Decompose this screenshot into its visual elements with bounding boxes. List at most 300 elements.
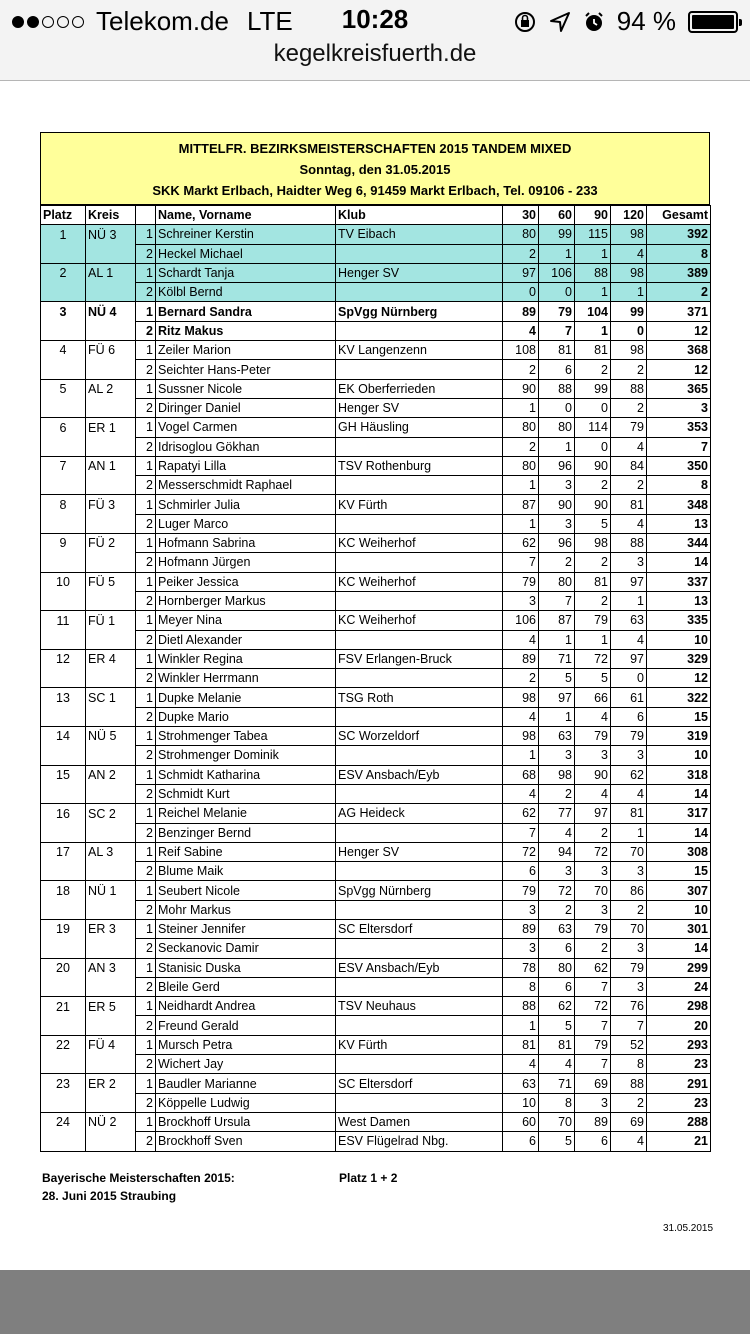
score-120-cell: 76 xyxy=(611,997,647,1016)
player-name-cell: Strohmenger Dominik xyxy=(156,746,336,765)
klub-cell: Henger SV xyxy=(336,263,503,282)
table-row xyxy=(41,611,711,630)
score-30-cell: 80 xyxy=(503,456,539,475)
results-body xyxy=(41,225,711,1151)
clock: 10:28 xyxy=(341,4,409,34)
score-30-cell: 79 xyxy=(503,881,539,900)
table-row xyxy=(41,225,711,244)
klub-cell xyxy=(336,321,503,340)
table-row xyxy=(41,881,711,900)
score-60-cell: 1 xyxy=(539,707,575,726)
total-cell: 348 xyxy=(647,495,711,514)
player-nr-cell: 1 xyxy=(136,418,156,437)
kreis-cell: FÜ 1 xyxy=(86,611,136,630)
player-nr-cell: 2 xyxy=(136,977,156,996)
score-120-cell: 3 xyxy=(611,862,647,881)
player-nr-cell: 2 xyxy=(136,1132,156,1151)
total-cell: 322 xyxy=(647,688,711,707)
score-30-cell: 10 xyxy=(503,1093,539,1112)
table-row xyxy=(41,630,711,649)
table-row xyxy=(41,1055,711,1074)
klub-cell: GH Häusling xyxy=(336,418,503,437)
score-120-cell: 2 xyxy=(611,900,647,919)
score-90-cell: 97 xyxy=(575,804,611,823)
kreis-cell: FÜ 3 xyxy=(86,495,136,514)
kreis-cell xyxy=(86,437,136,456)
total-cell: 293 xyxy=(647,1035,711,1054)
score-60-cell: 97 xyxy=(539,688,575,707)
total-cell: 288 xyxy=(647,1112,711,1131)
score-120-cell: 7 xyxy=(611,1016,647,1035)
score-30-cell: 4 xyxy=(503,1055,539,1074)
player-nr-cell: 2 xyxy=(136,746,156,765)
klub-cell xyxy=(336,669,503,688)
table-row xyxy=(41,398,711,417)
player-nr-cell: 1 xyxy=(136,263,156,282)
total-cell: 21 xyxy=(647,1132,711,1151)
table-row xyxy=(41,1035,711,1054)
platz-cell: 10 xyxy=(41,572,86,591)
table-row xyxy=(41,341,711,360)
platz-cell: 21 xyxy=(41,997,86,1016)
player-name-cell: Schardt Tanja xyxy=(156,263,336,282)
klub-cell: SpVgg Nürnberg xyxy=(336,302,503,321)
kreis-cell: AL 3 xyxy=(86,842,136,861)
score-90-cell: 5 xyxy=(575,669,611,688)
score-30-cell: 7 xyxy=(503,823,539,842)
score-60-cell: 62 xyxy=(539,997,575,1016)
score-90-cell: 70 xyxy=(575,881,611,900)
score-90-cell: 72 xyxy=(575,649,611,668)
player-nr-cell: 1 xyxy=(136,572,156,591)
klub-cell xyxy=(336,746,503,765)
table-row xyxy=(41,572,711,591)
player-nr-cell: 1 xyxy=(136,804,156,823)
player-nr-cell: 2 xyxy=(136,514,156,533)
kreis-cell: AN 1 xyxy=(86,456,136,475)
platz-cell: 13 xyxy=(41,688,86,707)
score-90-cell: 66 xyxy=(575,688,611,707)
score-30-cell: 1 xyxy=(503,1016,539,1035)
platz-cell: 17 xyxy=(41,842,86,861)
player-name-cell: Brockhoff Sven xyxy=(156,1132,336,1151)
score-30-cell: 97 xyxy=(503,263,539,282)
score-90-cell: 1 xyxy=(575,321,611,340)
score-90-cell: 72 xyxy=(575,997,611,1016)
score-90-cell: 98 xyxy=(575,534,611,553)
table-row xyxy=(41,823,711,842)
score-90-cell: 79 xyxy=(575,919,611,938)
score-30-cell: 87 xyxy=(503,495,539,514)
kreis-cell xyxy=(86,360,136,379)
klub-cell xyxy=(336,900,503,919)
kreis-cell xyxy=(86,321,136,340)
score-30-cell: 62 xyxy=(503,804,539,823)
player-nr-cell: 2 xyxy=(136,669,156,688)
kreis-cell: FÜ 4 xyxy=(86,1035,136,1054)
platz-cell: 9 xyxy=(41,534,86,553)
score-60-cell: 90 xyxy=(539,495,575,514)
total-cell: 8 xyxy=(647,244,711,263)
next-championship-label: Bayerische Meisterschaften 2015: xyxy=(42,1171,235,1185)
col-header-gesamt: Gesamt xyxy=(647,206,711,225)
score-120-cell: 97 xyxy=(611,572,647,591)
player-name-cell: Reichel Melanie xyxy=(156,804,336,823)
score-90-cell: 1 xyxy=(575,244,611,263)
player-nr-cell: 1 xyxy=(136,842,156,861)
klub-cell xyxy=(336,514,503,533)
platz-cell xyxy=(41,360,86,379)
battery-percent: 94 % xyxy=(616,6,676,36)
klub-cell xyxy=(336,862,503,881)
total-cell: 298 xyxy=(647,997,711,1016)
table-row xyxy=(41,804,711,823)
score-30-cell: 80 xyxy=(503,225,539,244)
kreis-cell xyxy=(86,1055,136,1074)
score-90-cell: 3 xyxy=(575,862,611,881)
browser-status-bar xyxy=(0,0,750,81)
platz-cell: 19 xyxy=(41,919,86,938)
klub-cell xyxy=(336,1055,503,1074)
kreis-cell: NÜ 2 xyxy=(86,1112,136,1131)
score-60-cell: 3 xyxy=(539,476,575,495)
table-row xyxy=(41,1093,711,1112)
score-30-cell: 4 xyxy=(503,321,539,340)
kreis-cell: ER 3 xyxy=(86,919,136,938)
total-cell: 15 xyxy=(647,862,711,881)
score-30-cell: 108 xyxy=(503,341,539,360)
score-90-cell: 62 xyxy=(575,958,611,977)
score-60-cell: 96 xyxy=(539,456,575,475)
score-90-cell: 7 xyxy=(575,977,611,996)
status-icons xyxy=(513,6,738,37)
score-60-cell: 3 xyxy=(539,746,575,765)
score-30-cell: 1 xyxy=(503,746,539,765)
score-90-cell: 115 xyxy=(575,225,611,244)
table-row xyxy=(41,784,711,803)
score-120-cell: 0 xyxy=(611,669,647,688)
table-row xyxy=(41,765,711,784)
total-cell: 2 xyxy=(647,283,711,302)
player-nr-cell: 2 xyxy=(136,1055,156,1074)
score-120-cell: 84 xyxy=(611,456,647,475)
platz-cell: 2 xyxy=(41,263,86,282)
score-30-cell: 3 xyxy=(503,591,539,610)
table-row xyxy=(41,977,711,996)
score-120-cell: 2 xyxy=(611,360,647,379)
score-120-cell: 4 xyxy=(611,437,647,456)
klub-cell: TSG Roth xyxy=(336,688,503,707)
browser-toolbar xyxy=(0,1270,750,1334)
score-90-cell: 89 xyxy=(575,1112,611,1131)
klub-cell xyxy=(336,244,503,263)
total-cell: 318 xyxy=(647,765,711,784)
player-name-cell: Schmidt Kurt xyxy=(156,784,336,803)
score-120-cell: 4 xyxy=(611,244,647,263)
platz-cell xyxy=(41,321,86,340)
total-cell: 350 xyxy=(647,456,711,475)
score-30-cell: 89 xyxy=(503,919,539,938)
platz-cell xyxy=(41,669,86,688)
score-30-cell: 79 xyxy=(503,572,539,591)
score-120-cell: 79 xyxy=(611,958,647,977)
table-row xyxy=(41,900,711,919)
player-name-cell: Neidhardt Andrea xyxy=(156,997,336,1016)
platz-cell xyxy=(41,707,86,726)
table-row xyxy=(41,842,711,861)
score-120-cell: 8 xyxy=(611,1055,647,1074)
score-120-cell: 1 xyxy=(611,823,647,842)
total-cell: 371 xyxy=(647,302,711,321)
player-name-cell: Hofmann Sabrina xyxy=(156,534,336,553)
score-60-cell: 2 xyxy=(539,784,575,803)
player-name-cell: Hofmann Jürgen xyxy=(156,553,336,572)
table-header-row xyxy=(41,206,711,225)
col-header-90: 90 xyxy=(575,206,611,225)
player-name-cell: Schmirler Julia xyxy=(156,495,336,514)
score-60-cell: 96 xyxy=(539,534,575,553)
score-30-cell: 7 xyxy=(503,553,539,572)
player-name-cell: Schmidt Katharina xyxy=(156,765,336,784)
score-60-cell: 2 xyxy=(539,900,575,919)
total-cell: 10 xyxy=(647,746,711,765)
klub-cell xyxy=(336,437,503,456)
total-cell: 15 xyxy=(647,707,711,726)
table-row xyxy=(41,862,711,881)
score-120-cell: 97 xyxy=(611,649,647,668)
platz-cell: 24 xyxy=(41,1112,86,1131)
table-row xyxy=(41,1016,711,1035)
score-60-cell: 8 xyxy=(539,1093,575,1112)
player-nr-cell: 2 xyxy=(136,360,156,379)
total-cell: 337 xyxy=(647,572,711,591)
player-nr-cell: 1 xyxy=(136,225,156,244)
player-name-cell: Seichter Hans-Peter xyxy=(156,360,336,379)
score-60-cell: 106 xyxy=(539,263,575,282)
total-cell: 24 xyxy=(647,977,711,996)
score-60-cell: 3 xyxy=(539,862,575,881)
klub-cell: SC Eltersdorf xyxy=(336,1074,503,1093)
player-name-cell: Mursch Petra xyxy=(156,1035,336,1054)
score-60-cell: 6 xyxy=(539,360,575,379)
score-90-cell: 6 xyxy=(575,1132,611,1151)
kreis-cell: SC 2 xyxy=(86,804,136,823)
kreis-cell xyxy=(86,823,136,842)
score-30-cell: 4 xyxy=(503,630,539,649)
player-nr-cell: 2 xyxy=(136,707,156,726)
score-120-cell: 98 xyxy=(611,225,647,244)
player-nr-cell: 1 xyxy=(136,919,156,938)
score-90-cell: 90 xyxy=(575,456,611,475)
table-row xyxy=(41,379,711,398)
score-90-cell: 2 xyxy=(575,476,611,495)
klub-cell xyxy=(336,977,503,996)
total-cell: 291 xyxy=(647,1074,711,1093)
col-header-name: Name, Vorname xyxy=(156,206,336,225)
player-name-cell: Dietl Alexander xyxy=(156,630,336,649)
total-cell: 3 xyxy=(647,398,711,417)
table-row xyxy=(41,707,711,726)
table-row xyxy=(41,283,711,302)
score-30-cell: 90 xyxy=(503,379,539,398)
platz-cell: 8 xyxy=(41,495,86,514)
score-60-cell: 0 xyxy=(539,398,575,417)
score-90-cell: 2 xyxy=(575,360,611,379)
player-nr-cell: 1 xyxy=(136,1112,156,1131)
platz-cell: 14 xyxy=(41,727,86,746)
platz-cell: 6 xyxy=(41,418,86,437)
total-cell: 344 xyxy=(647,534,711,553)
player-name-cell: Seckanovic Damir xyxy=(156,939,336,958)
player-nr-cell: 1 xyxy=(136,997,156,1016)
print-date: 31.05.2015 xyxy=(663,1223,714,1234)
score-90-cell: 72 xyxy=(575,842,611,861)
player-name-cell: Brockhoff Ursula xyxy=(156,1112,336,1131)
score-120-cell: 6 xyxy=(611,707,647,726)
player-name-cell: Blume Maik xyxy=(156,862,336,881)
table-row xyxy=(41,1132,711,1151)
player-name-cell: Wichert Jay xyxy=(156,1055,336,1074)
score-30-cell: 89 xyxy=(503,649,539,668)
score-60-cell: 0 xyxy=(539,283,575,302)
kreis-cell xyxy=(86,283,136,302)
score-120-cell: 2 xyxy=(611,398,647,417)
score-60-cell: 5 xyxy=(539,669,575,688)
event-venue: SKK Markt Erlbach, Haidter Weg 6, 91459 Markt Erlbach, Tel. 09106 - 233 xyxy=(152,183,598,198)
platz-cell xyxy=(41,1132,86,1151)
score-120-cell: 88 xyxy=(611,534,647,553)
score-90-cell: 4 xyxy=(575,707,611,726)
score-30-cell: 4 xyxy=(503,784,539,803)
klub-cell: ESV Ansbach/Eyb xyxy=(336,765,503,784)
klub-cell xyxy=(336,591,503,610)
klub-cell: SC Worzeldorf xyxy=(336,727,503,746)
platz-cell: 15 xyxy=(41,765,86,784)
kreis-cell: ER 2 xyxy=(86,1074,136,1093)
score-30-cell: 1 xyxy=(503,476,539,495)
player-nr-cell: 2 xyxy=(136,1093,156,1112)
kreis-cell: FÜ 6 xyxy=(86,341,136,360)
player-name-cell: Reif Sabine xyxy=(156,842,336,861)
klub-cell: FSV Erlangen-Bruck xyxy=(336,649,503,668)
klub-cell: TSV Rothenburg xyxy=(336,456,503,475)
score-60-cell: 3 xyxy=(539,514,575,533)
klub-cell xyxy=(336,476,503,495)
score-30-cell: 68 xyxy=(503,765,539,784)
platz-cell: 18 xyxy=(41,881,86,900)
platz-cell: 12 xyxy=(41,649,86,668)
player-nr-cell: 2 xyxy=(136,823,156,842)
klub-cell: KV Langenzenn xyxy=(336,341,503,360)
battery-icon xyxy=(688,11,738,33)
table-row xyxy=(41,746,711,765)
table-row xyxy=(41,997,711,1016)
platz-cell: 5 xyxy=(41,379,86,398)
kreis-cell xyxy=(86,1093,136,1112)
klub-cell: Henger SV xyxy=(336,398,503,417)
platz-cell xyxy=(41,1016,86,1035)
player-nr-cell: 2 xyxy=(136,630,156,649)
player-name-cell: Winkler Herrmann xyxy=(156,669,336,688)
score-90-cell: 69 xyxy=(575,1074,611,1093)
platz-cell xyxy=(41,437,86,456)
score-60-cell: 71 xyxy=(539,1074,575,1093)
score-90-cell: 99 xyxy=(575,379,611,398)
kreis-cell xyxy=(86,784,136,803)
platz-cell xyxy=(41,283,86,302)
total-cell: 299 xyxy=(647,958,711,977)
table-row xyxy=(41,553,711,572)
address-bar-url[interactable]: kegelkreisfuerth.de xyxy=(273,40,477,67)
score-120-cell: 79 xyxy=(611,418,647,437)
player-nr-cell: 1 xyxy=(136,765,156,784)
table-row xyxy=(41,1074,711,1093)
platz-cell xyxy=(41,553,86,572)
player-name-cell: Benzinger Bernd xyxy=(156,823,336,842)
score-60-cell: 63 xyxy=(539,919,575,938)
player-nr-cell: 1 xyxy=(136,302,156,321)
score-120-cell: 4 xyxy=(611,630,647,649)
player-name-cell: Bleile Gerd xyxy=(156,977,336,996)
total-cell: 13 xyxy=(647,514,711,533)
score-120-cell: 3 xyxy=(611,977,647,996)
total-cell: 308 xyxy=(647,842,711,861)
kreis-cell xyxy=(86,514,136,533)
score-120-cell: 98 xyxy=(611,341,647,360)
score-120-cell: 62 xyxy=(611,765,647,784)
player-nr-cell: 1 xyxy=(136,881,156,900)
player-name-cell: Freund Gerald xyxy=(156,1016,336,1035)
player-nr-cell: 1 xyxy=(136,727,156,746)
table-row xyxy=(41,418,711,437)
score-60-cell: 87 xyxy=(539,611,575,630)
score-60-cell: 80 xyxy=(539,418,575,437)
table-row xyxy=(41,302,711,321)
score-90-cell: 104 xyxy=(575,302,611,321)
score-90-cell: 7 xyxy=(575,1055,611,1074)
klub-cell: ESV Ansbach/Eyb xyxy=(336,958,503,977)
platz-cell xyxy=(41,823,86,842)
total-cell: 307 xyxy=(647,881,711,900)
player-name-cell: Peiker Jessica xyxy=(156,572,336,591)
score-30-cell: 81 xyxy=(503,1035,539,1054)
score-120-cell: 3 xyxy=(611,939,647,958)
total-cell: 353 xyxy=(647,418,711,437)
player-name-cell: Winkler Regina xyxy=(156,649,336,668)
score-90-cell: 7 xyxy=(575,1016,611,1035)
total-cell: 12 xyxy=(647,321,711,340)
player-name-cell: Rapatyi Lilla xyxy=(156,456,336,475)
player-name-cell: Mohr Markus xyxy=(156,900,336,919)
player-name-cell: Baudler Marianne xyxy=(156,1074,336,1093)
klub-cell: TSV Neuhaus xyxy=(336,997,503,1016)
score-90-cell: 2 xyxy=(575,553,611,572)
col-header-klub: Klub xyxy=(336,206,503,225)
klub-cell xyxy=(336,283,503,302)
platz-cell xyxy=(41,244,86,263)
player-name-cell: Dupke Melanie xyxy=(156,688,336,707)
player-name-cell: Messerschmidt Raphael xyxy=(156,476,336,495)
klub-cell xyxy=(336,360,503,379)
score-120-cell: 1 xyxy=(611,283,647,302)
kreis-cell xyxy=(86,244,136,263)
event-title: MITTELFR. BEZIRKSMEISTERSCHAFTEN 2015 TANDEM MIXED xyxy=(178,141,572,156)
kreis-cell: ER 4 xyxy=(86,649,136,668)
klub-cell: KC Weiherhof xyxy=(336,534,503,553)
table-row xyxy=(41,321,711,340)
score-30-cell: 6 xyxy=(503,1132,539,1151)
score-120-cell: 1 xyxy=(611,591,647,610)
